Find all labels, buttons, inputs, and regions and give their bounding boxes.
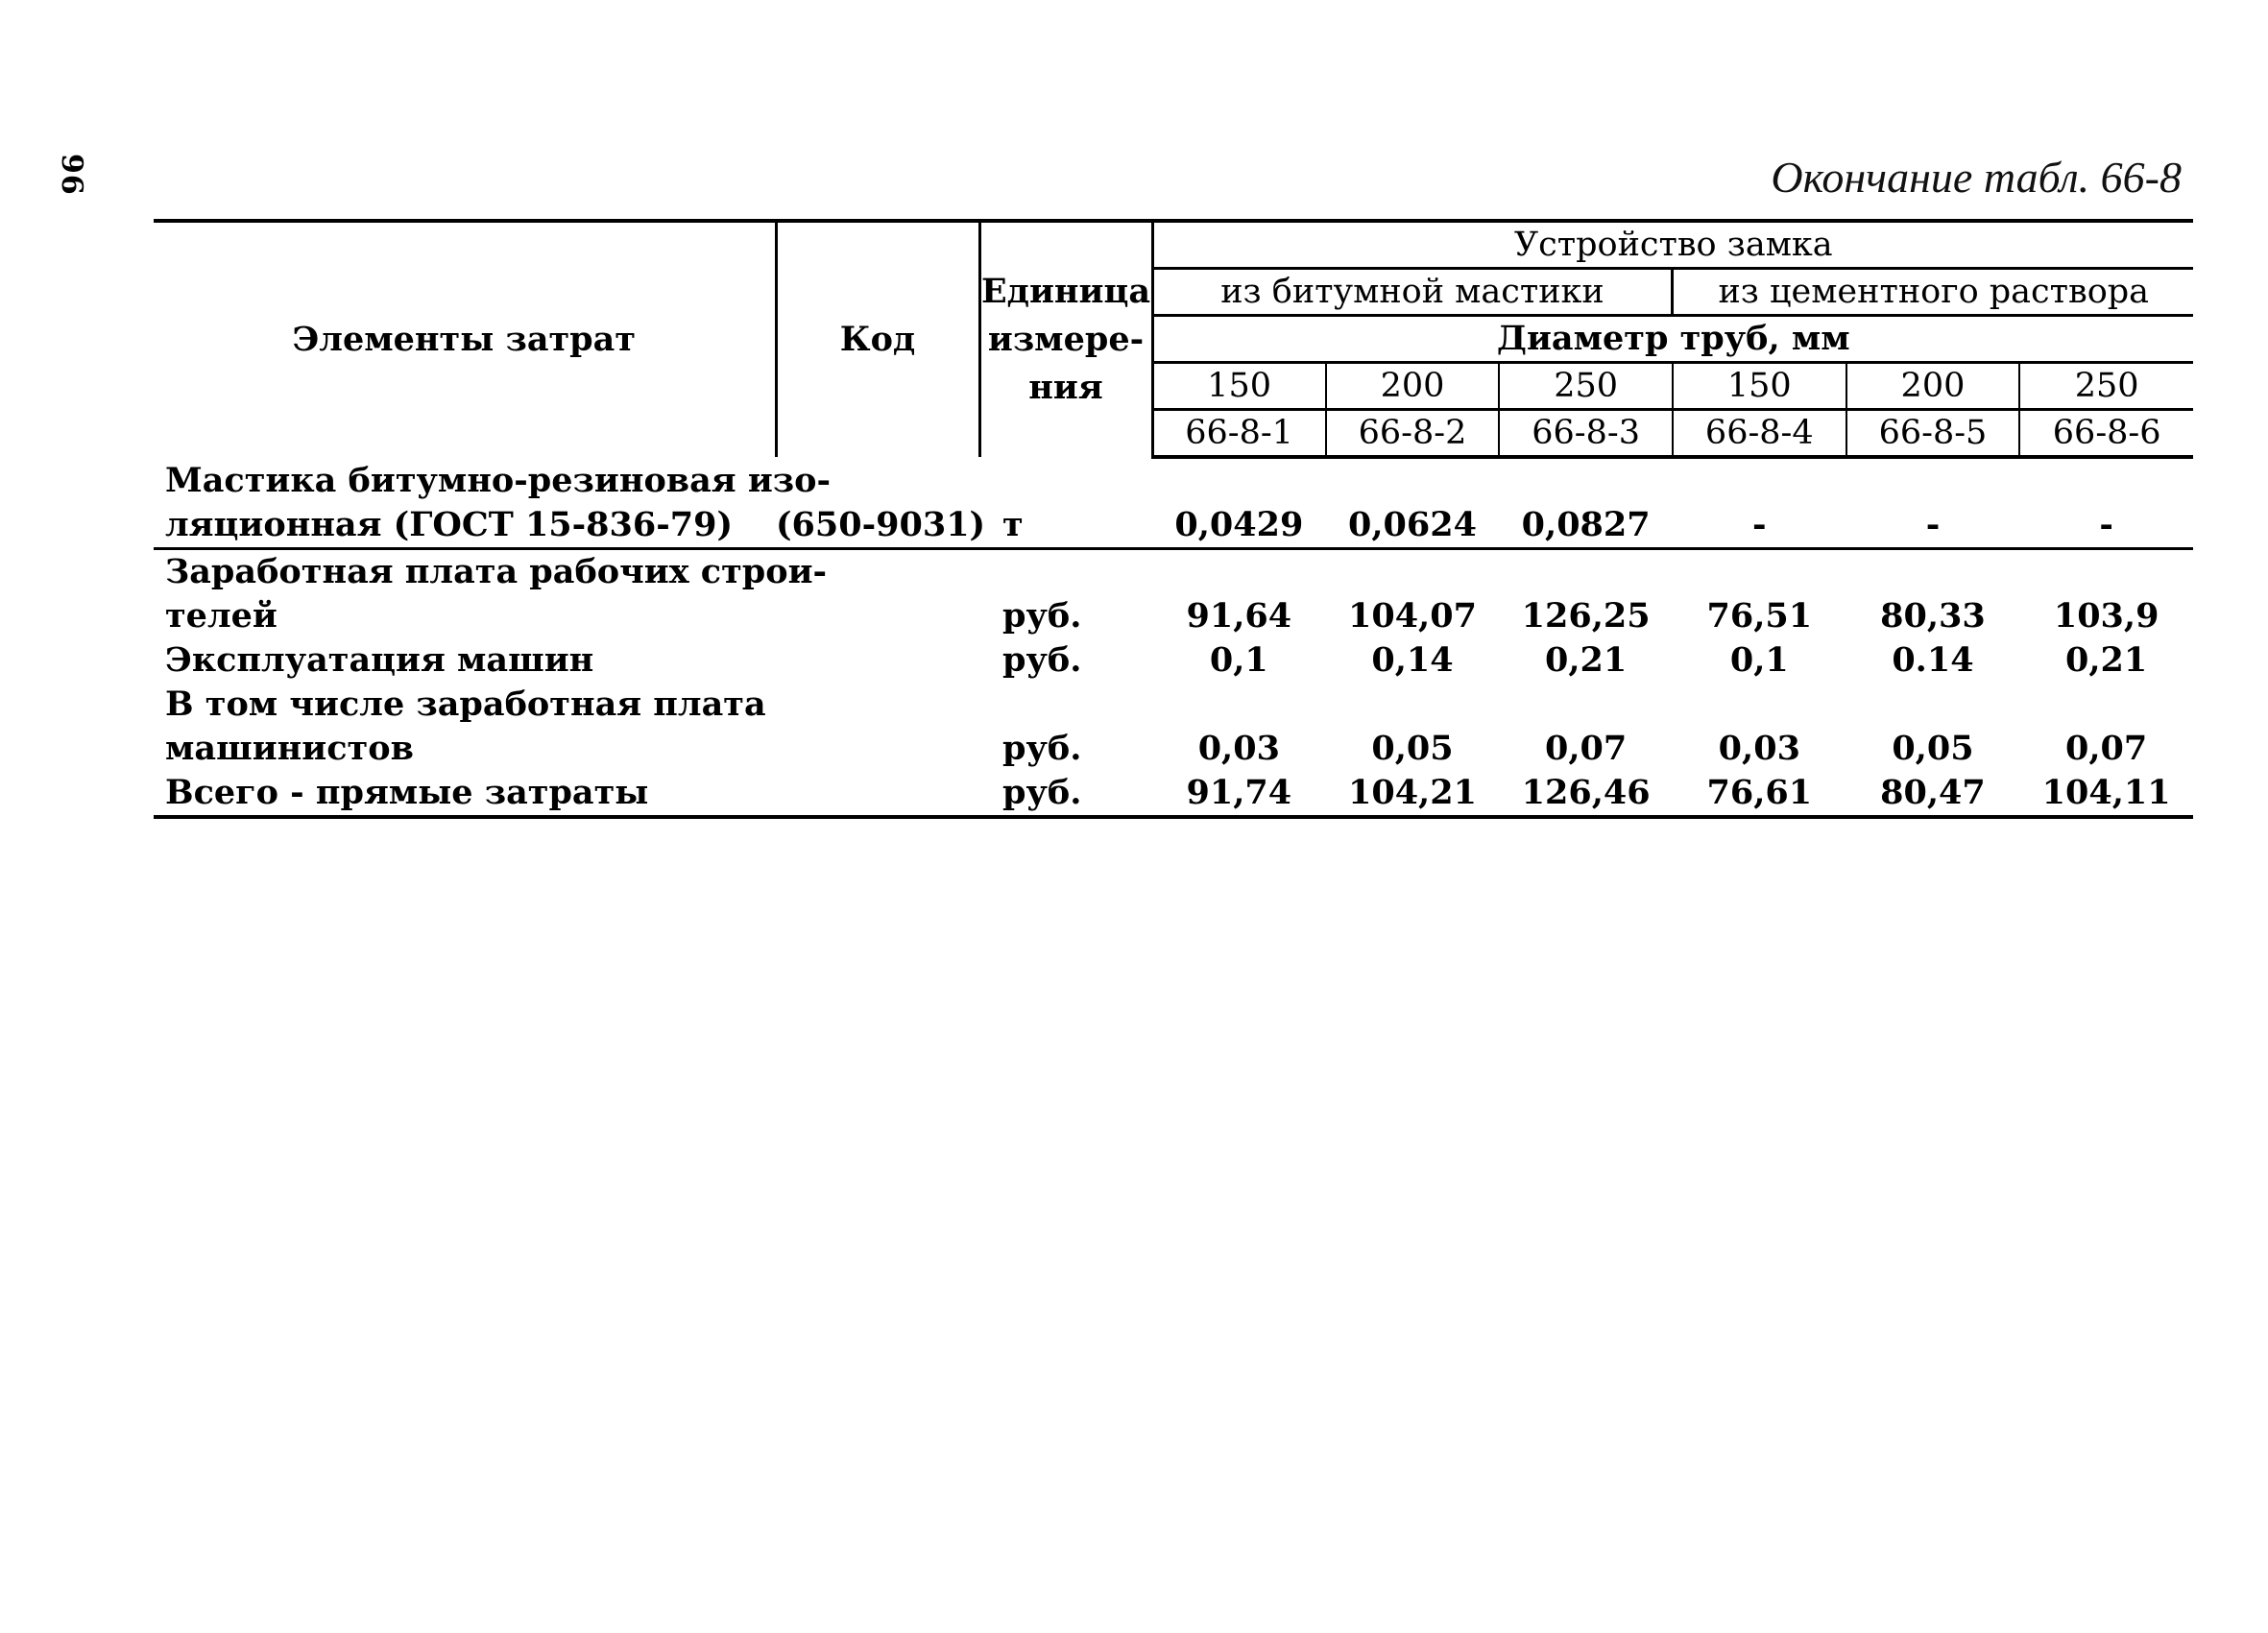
row-value: 0,0827: [1499, 503, 1673, 549]
row-unit: руб.: [1002, 640, 1082, 680]
header-unit-line: Единица: [980, 272, 1151, 311]
row-name-line: телей: [165, 596, 277, 636]
row-value: 0.14: [1892, 640, 1974, 680]
row-name-line: Всего - прямые затраты: [154, 771, 776, 817]
row-value: 0,05: [1892, 729, 1974, 768]
header-cement-mortar: из цементного раствора: [1673, 269, 2193, 316]
row-value: 0,14: [1371, 640, 1454, 680]
row-value: 76,61: [1673, 771, 1846, 817]
row-value: 104,07: [1348, 596, 1477, 636]
row-code: (650-9031): [776, 503, 979, 549]
table-row: [154, 638, 2193, 683]
row-value: 91,64: [1186, 596, 1292, 636]
header-diameter-value: 150: [1152, 363, 1326, 410]
row-value: 104,11: [2019, 771, 2193, 817]
row-name-line: Мастика битумно-резиновая изо-: [165, 461, 832, 500]
row-value: 0,21: [1545, 640, 1628, 680]
row-value: 0,03: [1718, 729, 1800, 768]
row-value: -: [1673, 503, 1846, 549]
header-norm-code: 66-8-5: [1846, 410, 2020, 458]
header-norm-code: 66-8-3: [1499, 410, 1673, 458]
header-code: Код: [776, 221, 979, 457]
table-row: [154, 503, 2193, 549]
row-code: [776, 727, 979, 771]
header-bitumen-mastic: из битумной мастики: [1152, 269, 1673, 316]
header-cost-elements: Элементы затрат: [154, 221, 776, 457]
header-diameter-value: 250: [2019, 363, 2193, 410]
row-value: 0,03: [1197, 729, 1280, 768]
row-value: 0,0429: [1152, 503, 1326, 549]
row-code: [776, 771, 979, 817]
row-value: 80,47: [1846, 771, 2020, 817]
row-value: 0,07: [2065, 729, 2148, 768]
row-value: 0,1: [1209, 640, 1268, 680]
header-norm-code: 66-8-6: [2019, 410, 2193, 458]
cost-table-container: [154, 219, 2193, 819]
header-diameter-value: 200: [1846, 363, 2020, 410]
row-value: 76,51: [1706, 596, 1813, 636]
table-header: [154, 221, 2193, 457]
table-body: [154, 457, 2193, 817]
row-code: [776, 594, 979, 638]
row-value: 0,07: [1545, 729, 1628, 768]
header-lock-device: Устройство замка: [1152, 221, 2193, 269]
header-norm-code: 66-8-4: [1673, 410, 1846, 458]
row-name-line: В том числе заработная плата: [165, 684, 766, 724]
header-unit-line: ния: [1028, 368, 1103, 407]
table-row: [154, 727, 2193, 771]
row-value: 0,1: [1729, 640, 1789, 680]
row-name-line: машинистов: [165, 729, 414, 768]
row-unit: т: [979, 503, 1152, 549]
header-norm-code: 66-8-1: [1152, 410, 1326, 458]
table-row: [154, 771, 2193, 817]
row-value: 80,33: [1880, 596, 1986, 636]
cost-table: [154, 219, 2193, 819]
table-row: [154, 594, 2193, 638]
header-pipe-diameter: Диаметр труб, мм: [1152, 316, 2193, 363]
table-caption: Окончание табл. 66-8: [1771, 153, 2182, 202]
table-row: [154, 683, 2193, 727]
row-value: 126,46: [1499, 771, 1673, 817]
row-value: 103,9: [2053, 596, 2159, 636]
header-unit-line: измере-: [987, 320, 1145, 359]
row-value: 0,05: [1371, 729, 1454, 768]
row-value: -: [1846, 503, 2020, 549]
header-diameter-value: 250: [1499, 363, 1673, 410]
row-name-line: Заработная плата рабочих строи-: [165, 552, 828, 591]
page-number: 96: [55, 154, 88, 196]
table-row: [154, 457, 2193, 503]
row-unit: руб.: [1002, 729, 1082, 768]
row-value: 126,25: [1521, 596, 1651, 636]
header-diameter-value: 150: [1673, 363, 1846, 410]
header-norm-code: 66-8-2: [1326, 410, 1500, 458]
header-diameter-value: 200: [1326, 363, 1500, 410]
header-unit: [979, 221, 1152, 457]
table-row: [154, 549, 2193, 595]
row-unit: руб.: [979, 771, 1152, 817]
row-name-line: ляционная (ГОСТ 15-836-79): [154, 503, 776, 549]
row-value: 0,21: [2065, 640, 2148, 680]
row-value: 104,21: [1326, 771, 1500, 817]
row-value: 91,74: [1152, 771, 1326, 817]
row-code: [776, 638, 979, 683]
row-value: -: [2019, 503, 2193, 549]
row-value: 0,0624: [1326, 503, 1500, 549]
row-unit: руб.: [1002, 596, 1082, 636]
row-name-line: Эксплуатация машин: [165, 640, 594, 680]
